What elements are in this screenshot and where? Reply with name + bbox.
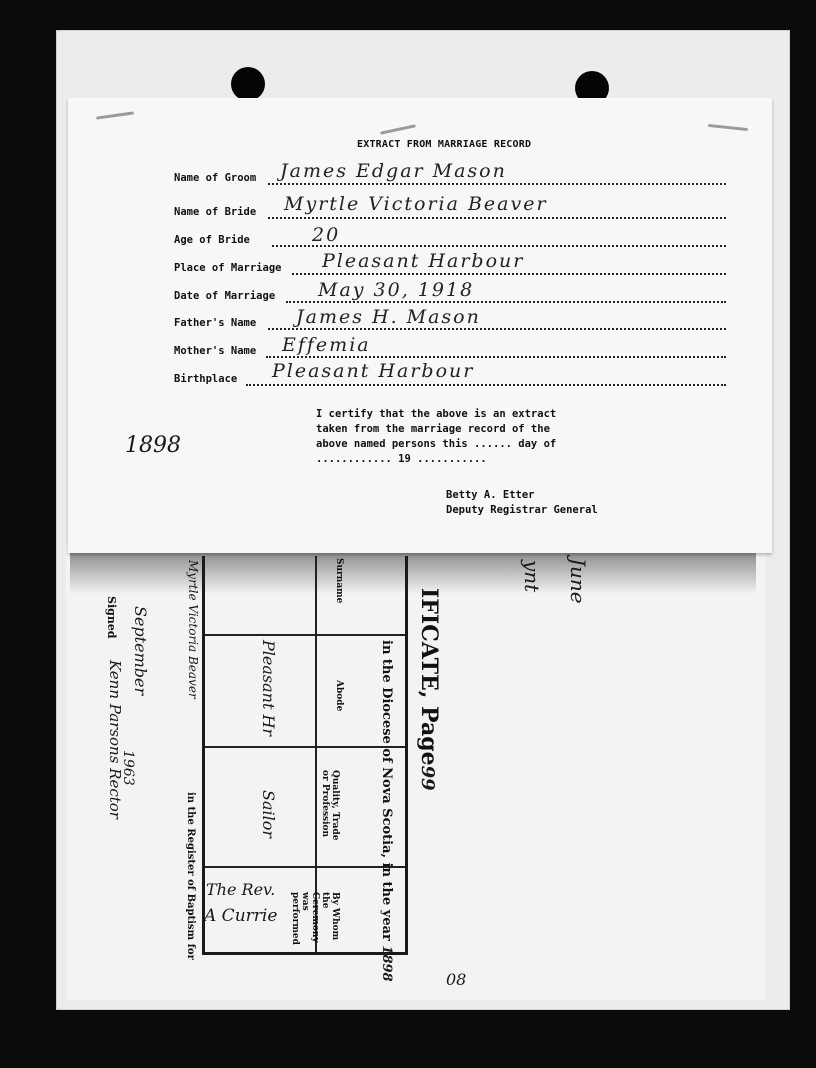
certification-line-4: ............ 19 ........... xyxy=(316,453,487,465)
bride-line xyxy=(268,215,726,219)
table-rule xyxy=(205,634,405,636)
bride-value: Myrtle Victoria Beaver xyxy=(284,193,548,215)
profession-entry: Sailor xyxy=(259,790,278,839)
certification-line-1: I certify that the above is an extract xyxy=(316,408,557,420)
column-performed-by: By Whom the Ceremony was performed xyxy=(290,892,340,945)
certification-line-3: above named persons this ...... day of xyxy=(316,438,557,450)
birthplace-value: Pleasant Harbour xyxy=(272,360,475,382)
father-value: James H. Mason xyxy=(296,306,481,328)
month-entry: September xyxy=(131,606,150,696)
column-abode: Abode xyxy=(334,680,344,712)
fold-shadow xyxy=(70,550,756,594)
bride-age-value: 20 xyxy=(312,224,341,246)
signer-title: Deputy Registrar General xyxy=(446,504,598,516)
abode-entry: Pleasant Hr xyxy=(259,640,278,737)
side-writing-2: ynt xyxy=(520,560,544,593)
column-profession: Quality, Trade or Profession xyxy=(320,770,340,841)
groom-value: James Edgar Mason xyxy=(280,160,507,182)
father-label: Father's Name xyxy=(174,317,257,329)
side-writing: June xyxy=(566,558,590,604)
date-label: Date of Marriage xyxy=(174,290,276,302)
mother-label: Mother's Name xyxy=(174,345,257,357)
baptism-register-note: in the Register of Baptism for xyxy=(185,792,196,960)
performed-by-entry-line1: The Rev. xyxy=(206,880,276,899)
signed-label: Signed xyxy=(105,596,118,639)
signer-name: Betty A. Etter xyxy=(446,489,535,501)
certification-line-2: taken from the marriage record of the xyxy=(316,423,550,435)
number-stamp: 08 xyxy=(446,970,467,989)
mother-value: Effemia xyxy=(282,334,371,356)
diocese-line: in the Diocese of Nova Scotia, in the year 1898 xyxy=(379,640,394,982)
certificate-title: IFICATE, Page99 xyxy=(416,588,442,791)
signed-by-entry: Kenn Parsons Rector xyxy=(106,660,124,819)
column-surname: Surname xyxy=(334,558,344,604)
bride-label: Name of Bride xyxy=(174,206,257,218)
groom-label: Name of Groom xyxy=(174,172,257,184)
bride-name-entry: Myrtle Victoria Beaver xyxy=(186,560,200,699)
punch-hole-left xyxy=(231,67,265,101)
place-value: Pleasant Harbour xyxy=(322,250,525,272)
performed-by-entry-line2: A Currie xyxy=(204,906,278,926)
bride-age-label: Age of Bride xyxy=(174,234,250,246)
table-rule xyxy=(205,866,405,868)
date-value: May 30, 1918 xyxy=(318,279,475,301)
birthplace-line xyxy=(246,382,726,386)
margin-year-note: 1898 xyxy=(125,433,181,458)
extract-title: EXTRACT FROM MARRIAGE RECORD xyxy=(357,139,532,150)
year-signed-entry: 1963 xyxy=(120,750,136,786)
birthplace-label: Birthplace xyxy=(174,373,238,385)
table-rule xyxy=(205,746,405,748)
place-label: Place of Marriage xyxy=(174,262,282,274)
